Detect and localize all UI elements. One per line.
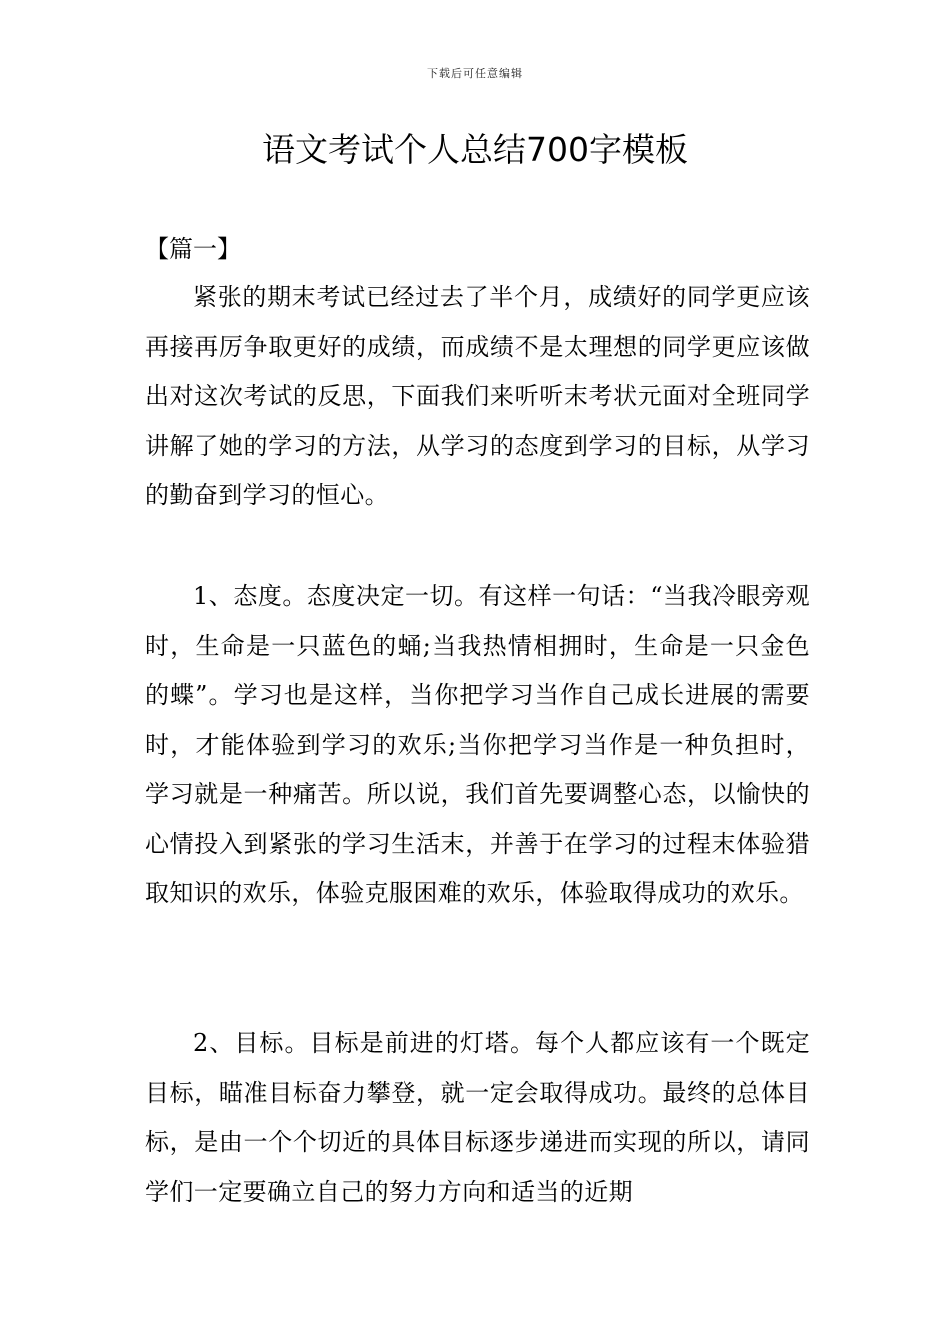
header-note: 下载后可任意编辑 bbox=[427, 67, 523, 80]
section-label: 【篇一】 bbox=[145, 235, 241, 263]
paragraph-goal: 2、目标。目标是前进的灯塔。每个人都应该有一个既定目标，瞄准目标奋力攀登，就一定会取得成功。最终的总体目标，是由一个个切近的具体目标逐步递进而实现的所以，请同学们一定要确立自己的努力方向和适当的近期 bbox=[145, 1029, 810, 1206]
paragraph-intro: 紧张的期末考试已经过去了半个月，成绩好的同学更应该再接再厉争取更好的成绩，而成绩不是太理想的同学更应该做出对这次考试的反思，下面我们来听听末考状元面对全班同学讲解了她的学习的方法，从学习的态度到学习的目标，从学习的勤奋到学习的恒心。 bbox=[145, 283, 810, 509]
paragraph-attitude: 1、态度。态度决定一切。有这样一句话：“当我冷眼旁观时，生命是一只蓝色的蛹;当我热情相拥时，生命是一只金色的蝶”。学习也是这样，当你把学习当作自己成长进展的需要时，才能体验到学习的欢乐;当你把学习当作是一种负担时，学习就是一种痛苦。所以说，我们首先要调整心态，以愉快的心情投入到紧张的学习生活末，并善于在学习的过程末体验猎取知识的欢乐，体验克服困难的欢乐，体验取得成功的欢乐。 bbox=[145, 582, 810, 907]
document-title: 语文考试个人总结700字模板 bbox=[262, 130, 688, 169]
